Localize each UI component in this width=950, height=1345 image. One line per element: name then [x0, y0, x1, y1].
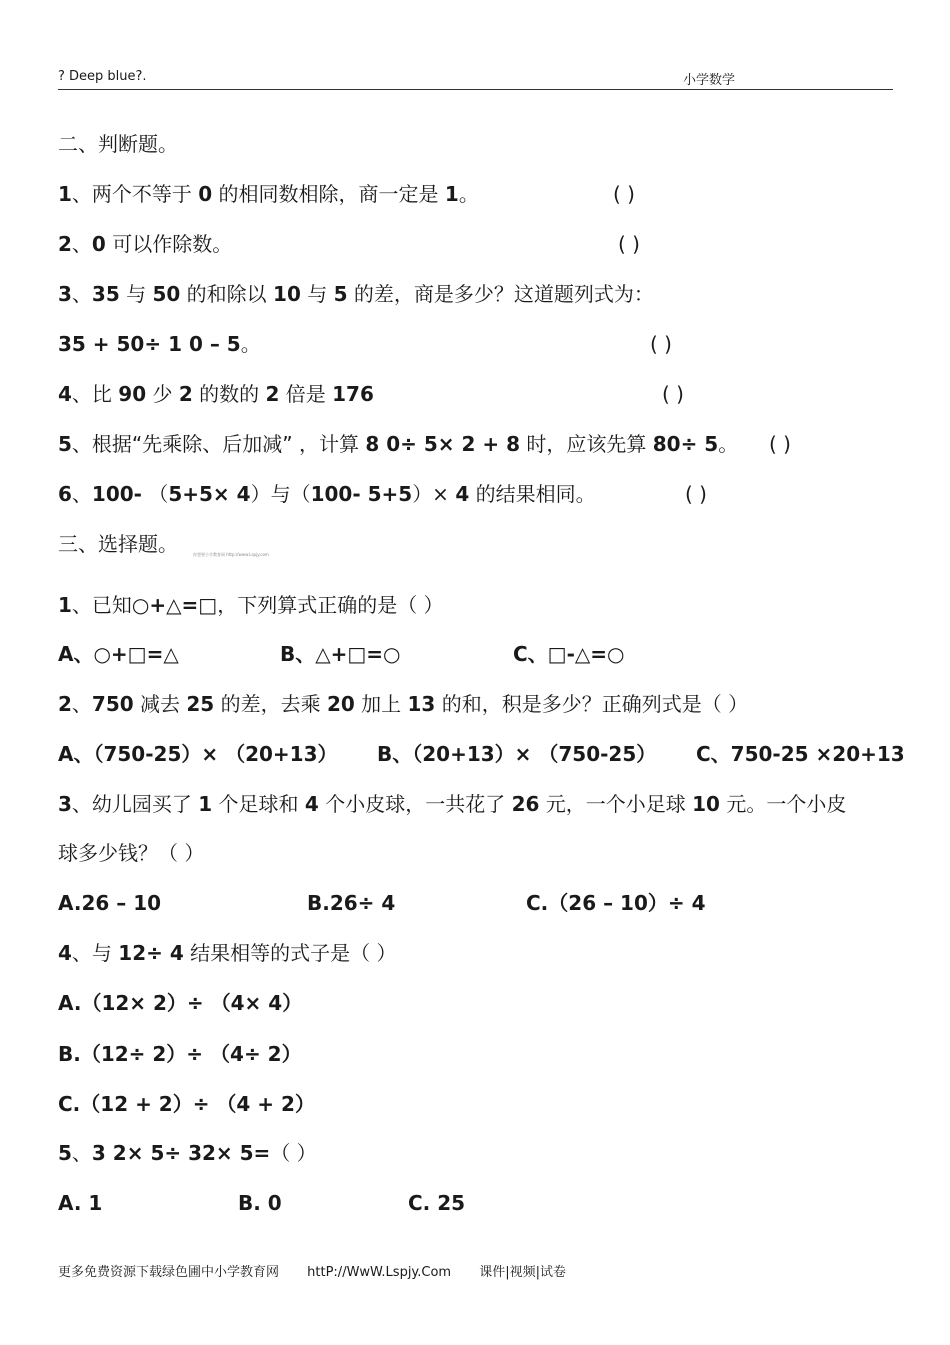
header-right: 小学数学: [683, 73, 736, 88]
header-rule: [58, 89, 893, 90]
s3-q2: 2、750 减去 25 的差，去乘 20 加上 13 的和，积是多少？正确列式是（ ）: [58, 692, 749, 716]
section-3-title: 三、选择题。: [58, 532, 178, 556]
s3-q3-option-b: B.26÷ 4: [307, 891, 396, 915]
footer: [58, 1261, 590, 1280]
s2-q2-answer-blank: ( ): [618, 232, 640, 256]
s3-q5: 5、3 2× 5÷ 32× 5=（ ）: [58, 1141, 317, 1165]
s3-q3-option-a: A.26 – 10: [58, 891, 162, 915]
footer-url[interactable]: httP://WwW.Lspjy.Com: [307, 1265, 452, 1280]
footer-site-name: 更多免费资源下载绿色圃中小学教育网: [58, 1265, 280, 1280]
s3-q1-option-c: C、□-△=○: [513, 642, 625, 666]
s3-q5-option-a: A. 1: [58, 1191, 103, 1215]
s2-q6-answer-blank: ( ): [685, 482, 707, 506]
section-2-title: 二、判断题。: [58, 132, 178, 156]
s2-q5: 5、根据“先乘除、后加减” ，计算 8 0÷ 5× 2 + 8 时，应该先算 80÷ 5。: [58, 432, 739, 456]
s3-q3: 3、幼儿园买了 1 个足球和 4 个小皮球，一共花了 26 元，一个小足球 10 元。一个小皮: [58, 792, 847, 816]
s3-q4-option-c: C.（12 + 2）÷ （4 + 2）: [58, 1092, 315, 1116]
s3-q5-option-b: B. 0: [238, 1191, 282, 1215]
s3-q4-option-b: B.（12÷ 2）÷ （4÷ 2）: [58, 1042, 302, 1066]
s3-q4: 4、与 12÷ 4 结果相等的式子是（ ）: [58, 941, 397, 965]
s2-q4-answer-blank: ( ): [662, 382, 684, 406]
watermark-note: 你想要小学教育网 http://www.Lspjy.com: [193, 552, 269, 557]
s2-q3-expression: 35 + 50÷ 1 0 – 5。: [58, 332, 261, 356]
s2-q4: 4、比 90 少 2 的数的 2 倍是 176: [58, 382, 374, 406]
s3-q2-option-b: B、（20+13）× （750-25）: [377, 742, 657, 766]
s3-q2-option-a: A、（750-25）× （20+13）: [58, 742, 338, 766]
s3-q4-option-a: A.（12× 2）÷ （4× 4）: [58, 991, 303, 1015]
s3-q1: 1、已知○+△=□，下列算式正确的是（ ）: [58, 593, 444, 617]
s3-q5-option-c: C. 25: [408, 1191, 466, 1215]
s2-q2: 2、0 可以作除数。: [58, 232, 233, 256]
header-left: ? Deep blue?.: [58, 69, 147, 84]
s3-q3-option-c: C.（26 – 10）÷ 4: [526, 891, 706, 915]
s3-q3-line2: 球多少钱？（ ）: [58, 841, 205, 865]
s3-q1-option-a: A、○+□=△: [58, 642, 179, 666]
s3-q1-option-b: B、△+□=○: [280, 642, 401, 666]
s2-q1: 1、两个不等于 0 的相同数相除，商一定是 1。: [58, 182, 479, 206]
s2-q5-answer-blank: ( ): [769, 432, 791, 456]
s2-q3-answer-blank: ( ): [650, 332, 672, 356]
s2-q1-answer-blank: ( ): [613, 182, 635, 206]
s3-q2-option-c: C、750-25 ×20+13: [696, 742, 905, 766]
footer-categories: 课件|视频|试卷: [479, 1265, 567, 1280]
s2-q6: 6、100- （5+5× 4）与（100- 5+5）× 4 的结果相同。: [58, 482, 596, 506]
s2-q3: 3、35 与 50 的和除以 10 与 5 的差，商是多少？这道题列式为：: [58, 282, 654, 306]
